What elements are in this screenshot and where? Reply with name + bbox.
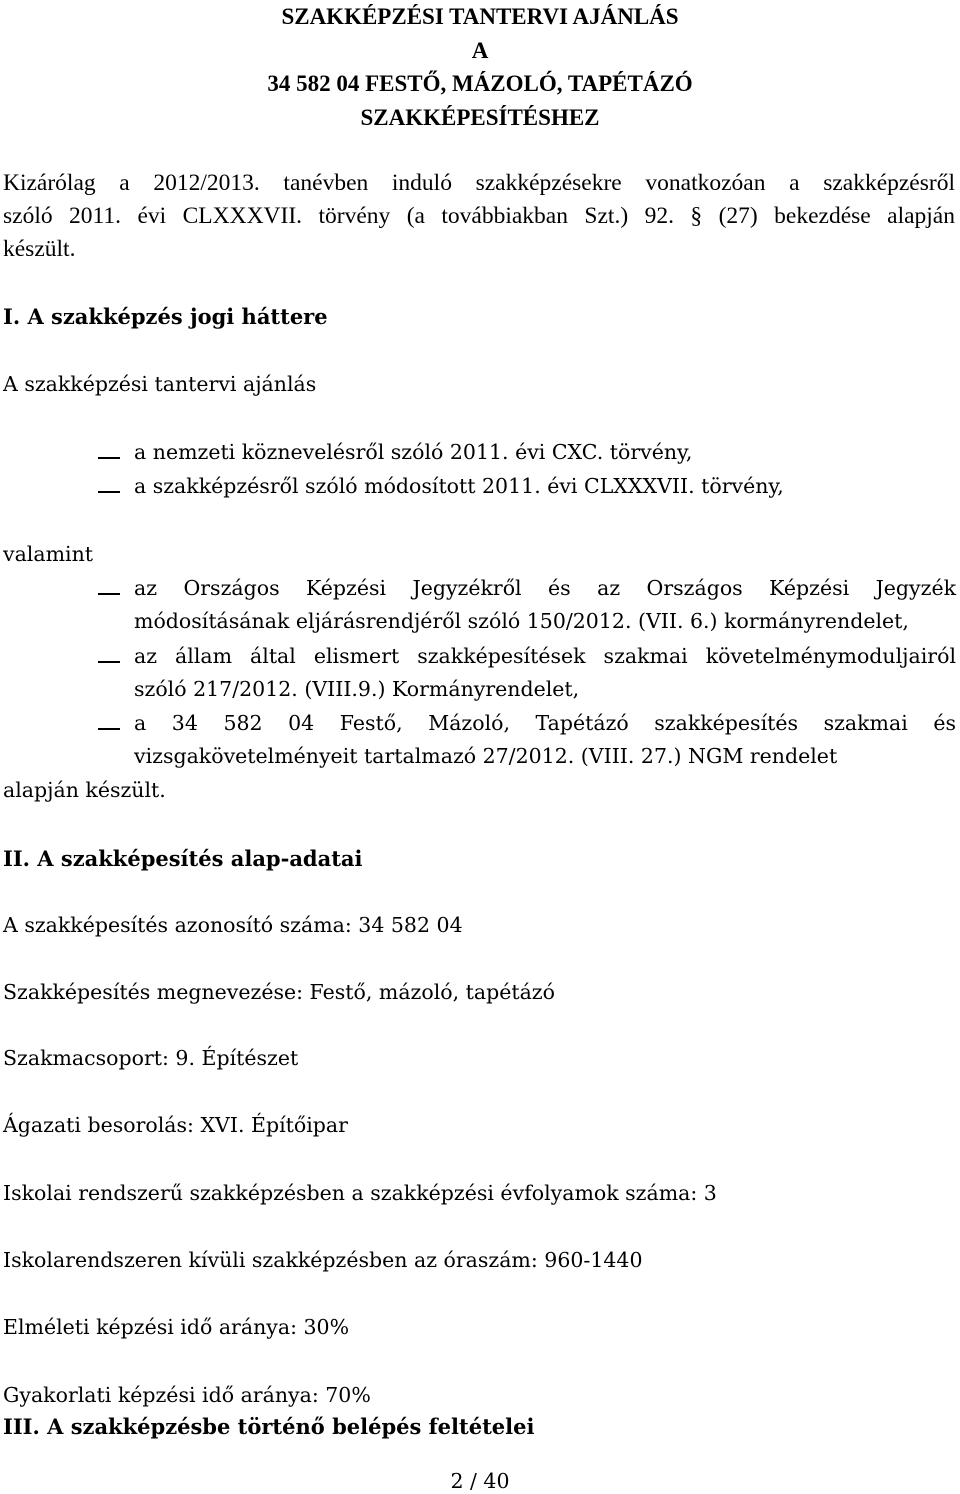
- section-1-heading: I. A szakképzés jogi háttere: [3, 304, 328, 329]
- list-item-decree-3-line-1: a 34 582 04 Festő, Mázoló, Tapétázó szakképesítés szakmai és: [134, 711, 956, 735]
- list-item-decree-1-line-2: módosításának eljárásrendjéről szóló 150/2012. (VII. 6.) kormányrendelet,: [134, 609, 909, 633]
- list-dash: [98, 661, 120, 663]
- field-professional-group: Szakmacsoport: 9. Építészet: [3, 1046, 299, 1070]
- section-2-heading: II. A szakképesítés alap-adatai: [3, 846, 363, 871]
- field-qualification-id: A szakképesítés azonosító száma: 34 582 04: [3, 913, 463, 937]
- field-qualification-name: Szakképesítés megnevezése: Festő, mázoló, tapétázó: [3, 980, 555, 1004]
- intro-line-3: készült.: [3, 236, 76, 262]
- list-item-law-2: a szakképzésről szóló módosított 2011. évi CLXXXVII. törvény,: [134, 474, 784, 498]
- list-dash: [98, 457, 120, 459]
- field-theory-ratio: Elméleti képzési idő aránya: 30%: [3, 1315, 350, 1339]
- title-line-3: 34 582 04 FESTŐ, MÁZOLÓ, TAPÉTÁZÓ: [267, 71, 693, 96]
- page-number: 2 / 40: [450, 1469, 510, 1493]
- list-item-decree-2-line-1: az állam által elismert szakképesítések szakmai követelménymoduljairól: [134, 644, 956, 668]
- field-practice-ratio: Gyakorlati képzési idő aránya: 70%: [3, 1383, 371, 1407]
- list-item-law-1: a nemzeti köznevelésről szóló 2011. évi CXC. törvény,: [134, 440, 693, 464]
- list-item-decree-3-line-2: vizsgakövetelményeit tartalmazó 27/2012. (VIII. 27.) NGM rendelet: [134, 744, 838, 768]
- section-1-lead: A szakképzési tantervi ajánlás: [3, 372, 317, 396]
- list-item-decree-1-line-1: az Országos Képzési Jegyzékről és az Országos Képzési Jegyzék: [134, 576, 956, 600]
- list-dash: [98, 491, 120, 493]
- field-school-years: Iskolai rendszerű szakképzésben a szakképzési évfolyamok száma: 3: [3, 1181, 717, 1205]
- field-sector: Ágazati besorolás: XVI. Építőipar: [3, 1113, 348, 1137]
- title-line-2: A: [471, 38, 489, 63]
- title-line-4: SZAKKÉPESÍTÉSHEZ: [360, 105, 600, 130]
- closing-text: alapján készült.: [3, 778, 166, 802]
- title-line-1: SZAKKÉPZÉSI TANTERVI AJÁNLÁS: [281, 4, 679, 29]
- connector-text: valamint: [3, 542, 94, 566]
- list-dash: [98, 728, 120, 730]
- intro-line-1: Kizárólag a 2012/2013. tanévben induló szakképzésekre vonatkozóan a szakképzésről: [3, 170, 955, 196]
- field-hours: Iskolarendszeren kívüli szakképzésben az óraszám: 960-1440: [3, 1248, 643, 1272]
- intro-line-2: szóló 2011. évi CLXXXVII. törvény (a továbbiakban Szt.) 92. § (27) bekezdése alapján: [3, 203, 955, 229]
- list-item-decree-2-line-2: szóló 217/2012. (VIII.9.) Kormányrendelet,: [134, 677, 580, 701]
- list-dash: [98, 593, 120, 595]
- section-3-heading: III. A szakképzésbe történő belépés feltételei: [3, 1414, 535, 1439]
